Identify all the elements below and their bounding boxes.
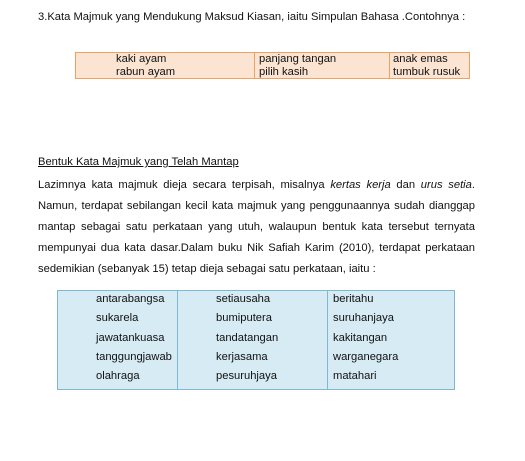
body-paragraph <box>38 175 475 280</box>
table-item: tumbuk rusuk <box>393 65 461 78</box>
table-item: jawatankuasa <box>96 331 165 344</box>
table-item: setiausaha <box>216 293 271 305</box>
table-row <box>58 291 455 390</box>
table-item: bumiputera <box>216 312 272 325</box>
section-title: Bentuk Kata Majmuk yang Telah Mantap <box>38 156 239 168</box>
table-item: anak emas <box>393 53 448 65</box>
table-item: suruhanjaya <box>333 312 394 325</box>
table-item: matahari <box>333 370 377 383</box>
table-item: rabun ayam <box>116 65 176 78</box>
table-row <box>76 53 470 79</box>
table-cell <box>390 53 470 79</box>
table-cell <box>76 53 255 79</box>
table-item: warganegara <box>333 350 399 363</box>
table-item: kaki ayam <box>116 53 167 65</box>
table-item: pilih kasih <box>259 65 309 78</box>
heading-simpulan-bahasa: 3.Kata Majmuk yang Mendukung Maksud Kiasan, iaitu Simpulan Bahasa .Contohnya : <box>38 11 466 23</box>
table-cell <box>58 291 178 390</box>
paragraph-text: . Namun, terdapat sebilangan kecil kata majmuk yang penggunaannya sudah dianggap mantap sebagai satu perkataan yang utuh, walaupun bentuk kata tersebut ternyata mempunyai dua kata dasar.Dalam buku Nik Safiah Karim (2010), terdapat perkataan sedemikian (sebanyak 15) tetap dieja sebagai satu perkataan, iaitu : <box>38 179 475 275</box>
table-item: tanggungjawab <box>96 350 172 363</box>
table-item: antarabangsa <box>96 293 165 305</box>
table-item: beritahu <box>333 293 374 305</box>
table-item: olahraga <box>96 370 140 383</box>
kata-majmuk-mantap-table <box>57 290 455 390</box>
table-item: sukarela <box>96 312 139 325</box>
table-item: kakitangan <box>333 331 388 344</box>
table-item: panjang tangan <box>259 53 337 65</box>
paragraph-italic: kertas kerja <box>330 179 391 191</box>
paragraph-text: dan <box>390 179 421 191</box>
table-item: kerjasama <box>216 350 268 363</box>
paragraph-italic: urus setia <box>420 179 472 191</box>
table-cell <box>255 53 390 79</box>
table-item: pesuruhjaya <box>216 370 277 383</box>
table-cell <box>178 291 328 390</box>
simpulan-bahasa-table <box>75 52 470 79</box>
table-item: tandatangan <box>216 331 279 344</box>
paragraph-text: Lazimnya kata majmuk dieja secara terpisah, misalnya <box>38 179 331 191</box>
table-cell <box>328 291 455 390</box>
